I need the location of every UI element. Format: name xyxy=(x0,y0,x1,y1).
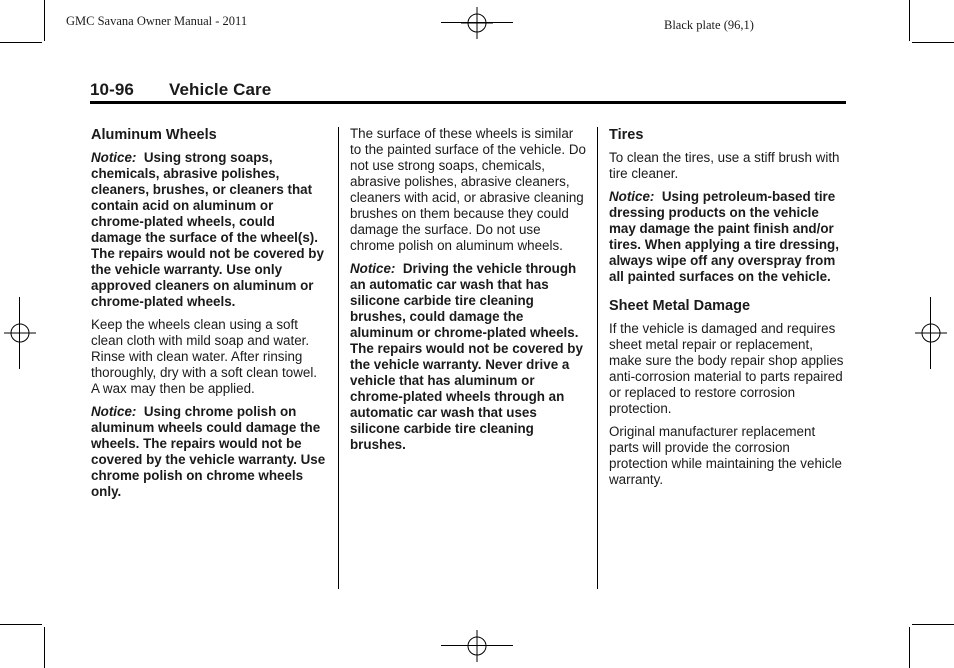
heading-tires: Tires xyxy=(609,127,644,143)
notice-label: Notice: xyxy=(609,189,655,204)
registration-line-top xyxy=(441,22,513,23)
notice-text: Using petroleum-based tire dressing products on the vehicle may damage the paint finish and/or tires. When applying a tire dressing, always wipe off any overspray from all painted surfaces on the vehicle. xyxy=(609,189,839,284)
notice-text: Driving the vehicle through an automatic car wash that has silicone carbide tire cleaning brushes, could damage the aluminum or chrome-plated wheels. The repairs would not be covered by the vehicle warranty. Never drive a vehicle that has aluminum or chrome-plated wheels through an automatic car wash that uses silicone carbide tire cleaning brushes. xyxy=(350,261,583,452)
paragraph-clean-tires: To clean the tires, use a stiff brush with tire cleaner. xyxy=(609,150,840,181)
crop-mark-tr-horizontal xyxy=(912,42,954,43)
notice-label: Notice: xyxy=(91,404,137,419)
column-divider-2 xyxy=(597,127,598,589)
notice-text: Using chrome polish on aluminum wheels could damage the wheels. The repairs would not be covered by the vehicle warranty. Use chrome polish on chrome wheels only. xyxy=(91,404,326,499)
notice-tire-dressing xyxy=(609,189,845,285)
notice-label: Notice: xyxy=(91,150,137,165)
column-1 xyxy=(91,126,327,507)
page-number: 10-96 xyxy=(90,80,134,99)
registration-mark-top xyxy=(461,7,493,39)
section-title: Vehicle Care xyxy=(169,80,272,99)
paragraph-sheet-metal: If the vehicle is damaged and requires sheet metal repair or replacement, make sure the body repair shop applies anti-corrosion material to parts repaired or replaced to restore corrosion protection. xyxy=(609,321,844,416)
column-2 xyxy=(350,126,586,460)
heading-aluminum-wheels: Aluminum Wheels xyxy=(91,127,217,143)
notice-strong-soaps xyxy=(91,150,327,310)
registration-mark-right xyxy=(915,317,947,349)
crop-mark-tr-vertical xyxy=(909,0,910,41)
registration-line-left xyxy=(19,297,20,369)
column-divider-1 xyxy=(338,127,339,589)
heading-sheet-metal-damage: Sheet Metal Damage xyxy=(609,298,751,314)
notice-car-wash xyxy=(350,261,586,453)
crop-mark-br-vertical xyxy=(909,627,910,668)
registration-line-bottom xyxy=(441,645,513,646)
crop-mark-tl-vertical xyxy=(44,0,45,41)
paragraph-keep-clean: Keep the wheels clean using a soft clean cloth with mild soap and water. Rinse with clean water. After rinsing thoroughly, dry with a soft clean towel. A wax may then be applied. xyxy=(91,317,318,396)
registration-mark-left xyxy=(4,317,36,349)
crop-mark-bl-horizontal xyxy=(0,624,42,625)
notice-label: Notice: xyxy=(350,261,396,276)
registration-mark-bottom xyxy=(461,630,493,662)
notice-chrome-polish xyxy=(91,404,327,500)
notice-text: Using strong soaps, chemicals, abrasive polishes, cleaners, brushes, or cleaners that contain acid on aluminum or chrome-plated wheels, could damage the surface of the wheel(s). The repairs would not be covered by the vehicle warranty. Use only approved cleaners on aluminum or chrome-plated wheels. xyxy=(91,150,324,309)
column-3 xyxy=(609,126,845,495)
registration-line-right xyxy=(930,297,931,369)
crop-mark-tl-horizontal xyxy=(0,42,42,43)
plate-label: Black plate (96,1) xyxy=(664,18,754,32)
crop-mark-br-horizontal xyxy=(912,624,954,625)
paragraph-replacement-parts: Original manufacturer replacement parts will provide the corrosion protection while maintaining the vehicle warranty. xyxy=(609,424,842,487)
title-rule xyxy=(90,101,846,104)
crop-mark-bl-vertical xyxy=(44,627,45,668)
page-title xyxy=(90,80,271,100)
manual-name: GMC Savana Owner Manual - 2011 xyxy=(66,14,248,28)
paragraph-surface: The surface of these wheels is similar to the painted surface of the vehicle. Do not use strong soaps, chemicals, abrasive polishes, abrasive cleaners, cleaners with acid, or abrasive cleaning brushes on them because they could damage the surface. Do not use chrome polish on aluminum wheels. xyxy=(350,126,586,253)
